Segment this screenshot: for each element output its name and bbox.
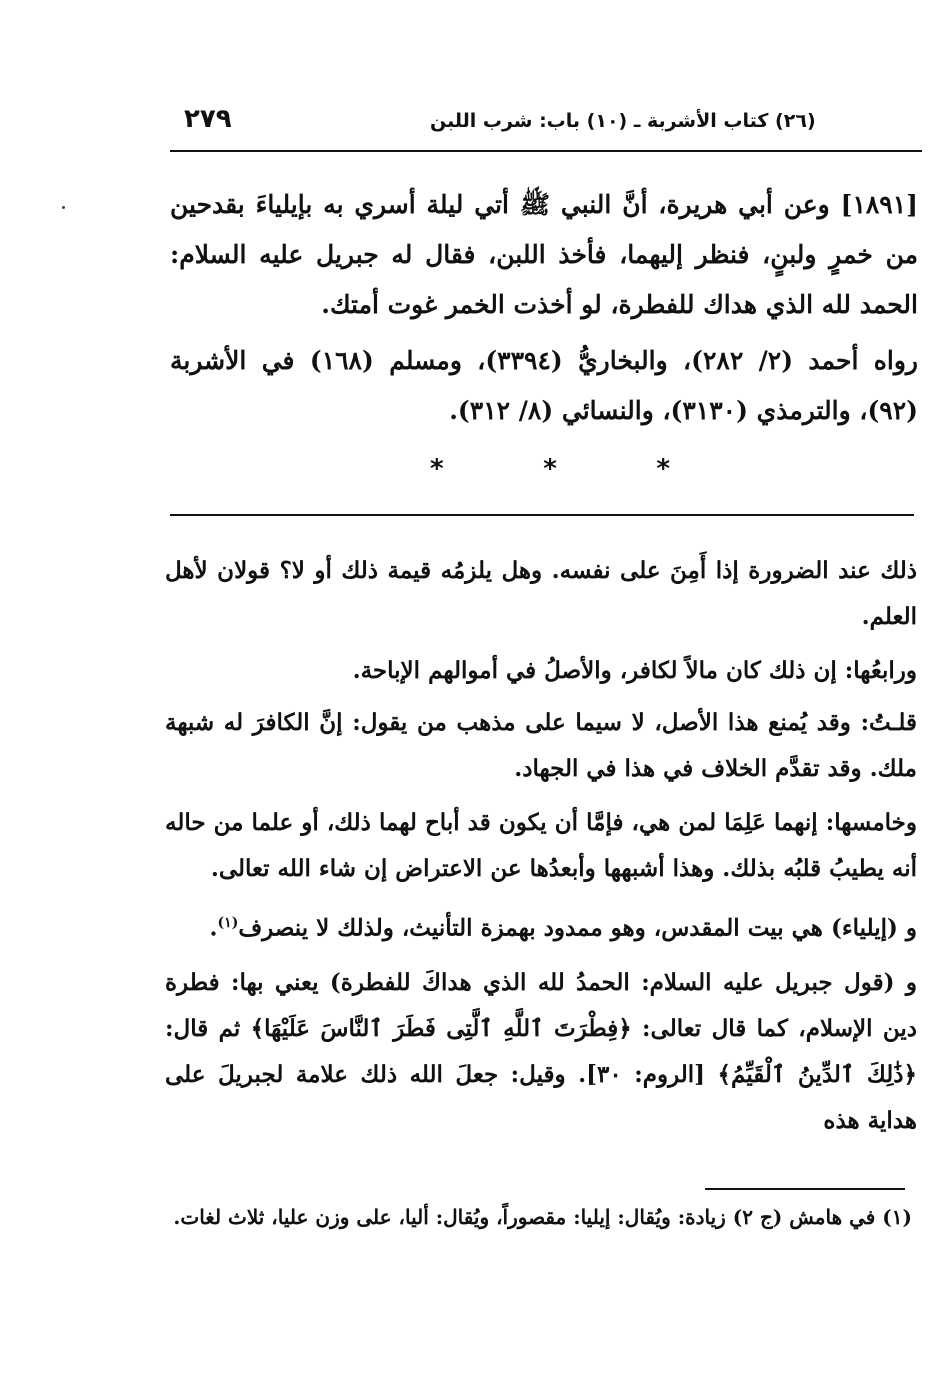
commentary-text: و (إيلياء) هي بيت المقدس، وهو ممدود بهمزة التأنيث، ولذلك لا ينصرف [238,914,917,942]
footnote-rule [705,1188,905,1190]
page-number: ٢٧٩ [184,104,232,134]
separator-star: * [430,454,444,484]
commentary-paragraph: و (قول جبريل عليه السلام: الحمدُ لله الذي هداكَ للفطرة) يعني بها: فطرة دين الإسلام، كما قال تعالى: ﴿فِطْرَتَ ٱللَّهِ ٱلَّتِى فَطَرَ ٱلنَّاسَ عَلَيْهَا﴾ ثم قال: ﴿ذَٰلِكَ ٱلدِّينُ ٱلْقَيِّمُ﴾ [الروم: ٣٠]. وقيل: جعلَ الله ذلك علامة لجبريلَ على هداية هذه [165,968,917,1134]
commentary [165,548,917,1152]
commentary-paragraph: قلـتُ: وقد يُمنع هذا الأصل، لا سيما على مذهب من يقول: إنَّ الكافرَ له شبهة ملك. وقد تقدَّم الخلاف في هذا في الجهاد. [165,709,917,782]
commentary-paragraph [165,900,917,952]
page-header [170,104,922,152]
footnote-reference: (١) [217,915,239,931]
commentary-paragraph: ذلك عند الضرورة إذا أَمِنَ على نفسه. وهل يلزمُه قيمة ذلك أو لا؟ قولان لأهل العلم. [165,557,917,630]
commentary-paragraph: وخامسها: إنهما عَلِمَا لمن هي، فإمَّا أن يكون قد أباح لهما ذلك، أو علما من حاله أنه يطيبُ قلبُه بذلك. وهذا أشبهها وأبعدُها عن الاعتراض إن شاء الله تعالى. [165,809,917,882]
footnote: (١) في هامش (ج ٢) زيادة: ويُقال: إيليا: مقصوراً، ويُقال: أليا، على وزن عليا، ثلاث لغات. [173,1205,912,1229]
running-title: (٢٦) كتاب الأشربة ـ (١٠) باب: شرب اللبن [430,110,816,132]
separator-star: * [543,454,557,484]
commentary-text: . [209,914,218,942]
commentary-paragraph: ورابعُها: إن ذلك كان مالاً لكافر، والأصلُ في أموالهم الإباحة. [352,657,917,684]
hadith-text: [١٨٩١] وعن أبي هريرة، أنَّ النبي ﷺ أتي ليلة أسري به بإيلياءَ بقدحين من خمرٍ ولبنٍ، فنظر إليهما، فأخذ اللبن، فقال له جبريل عليه السلام: الحمد لله الذي هداك للفطرة، لو أخذت الخمر غوت أمتك. [170,190,918,319]
scan-speck [62,206,65,209]
separator-star: * [656,454,670,484]
hadith-takhrij: رواه أحمد (٢/ ٢٨٢)، والبخاريُّ (٣٣٩٤)، ومسلم (١٦٨) في الأشربة (٩٢)، والترمذي (٣١٣٠)، والنسائي (٨/ ٣١٢). [170,346,918,425]
section-divider [170,514,914,516]
section-separator-stars [430,454,670,484]
